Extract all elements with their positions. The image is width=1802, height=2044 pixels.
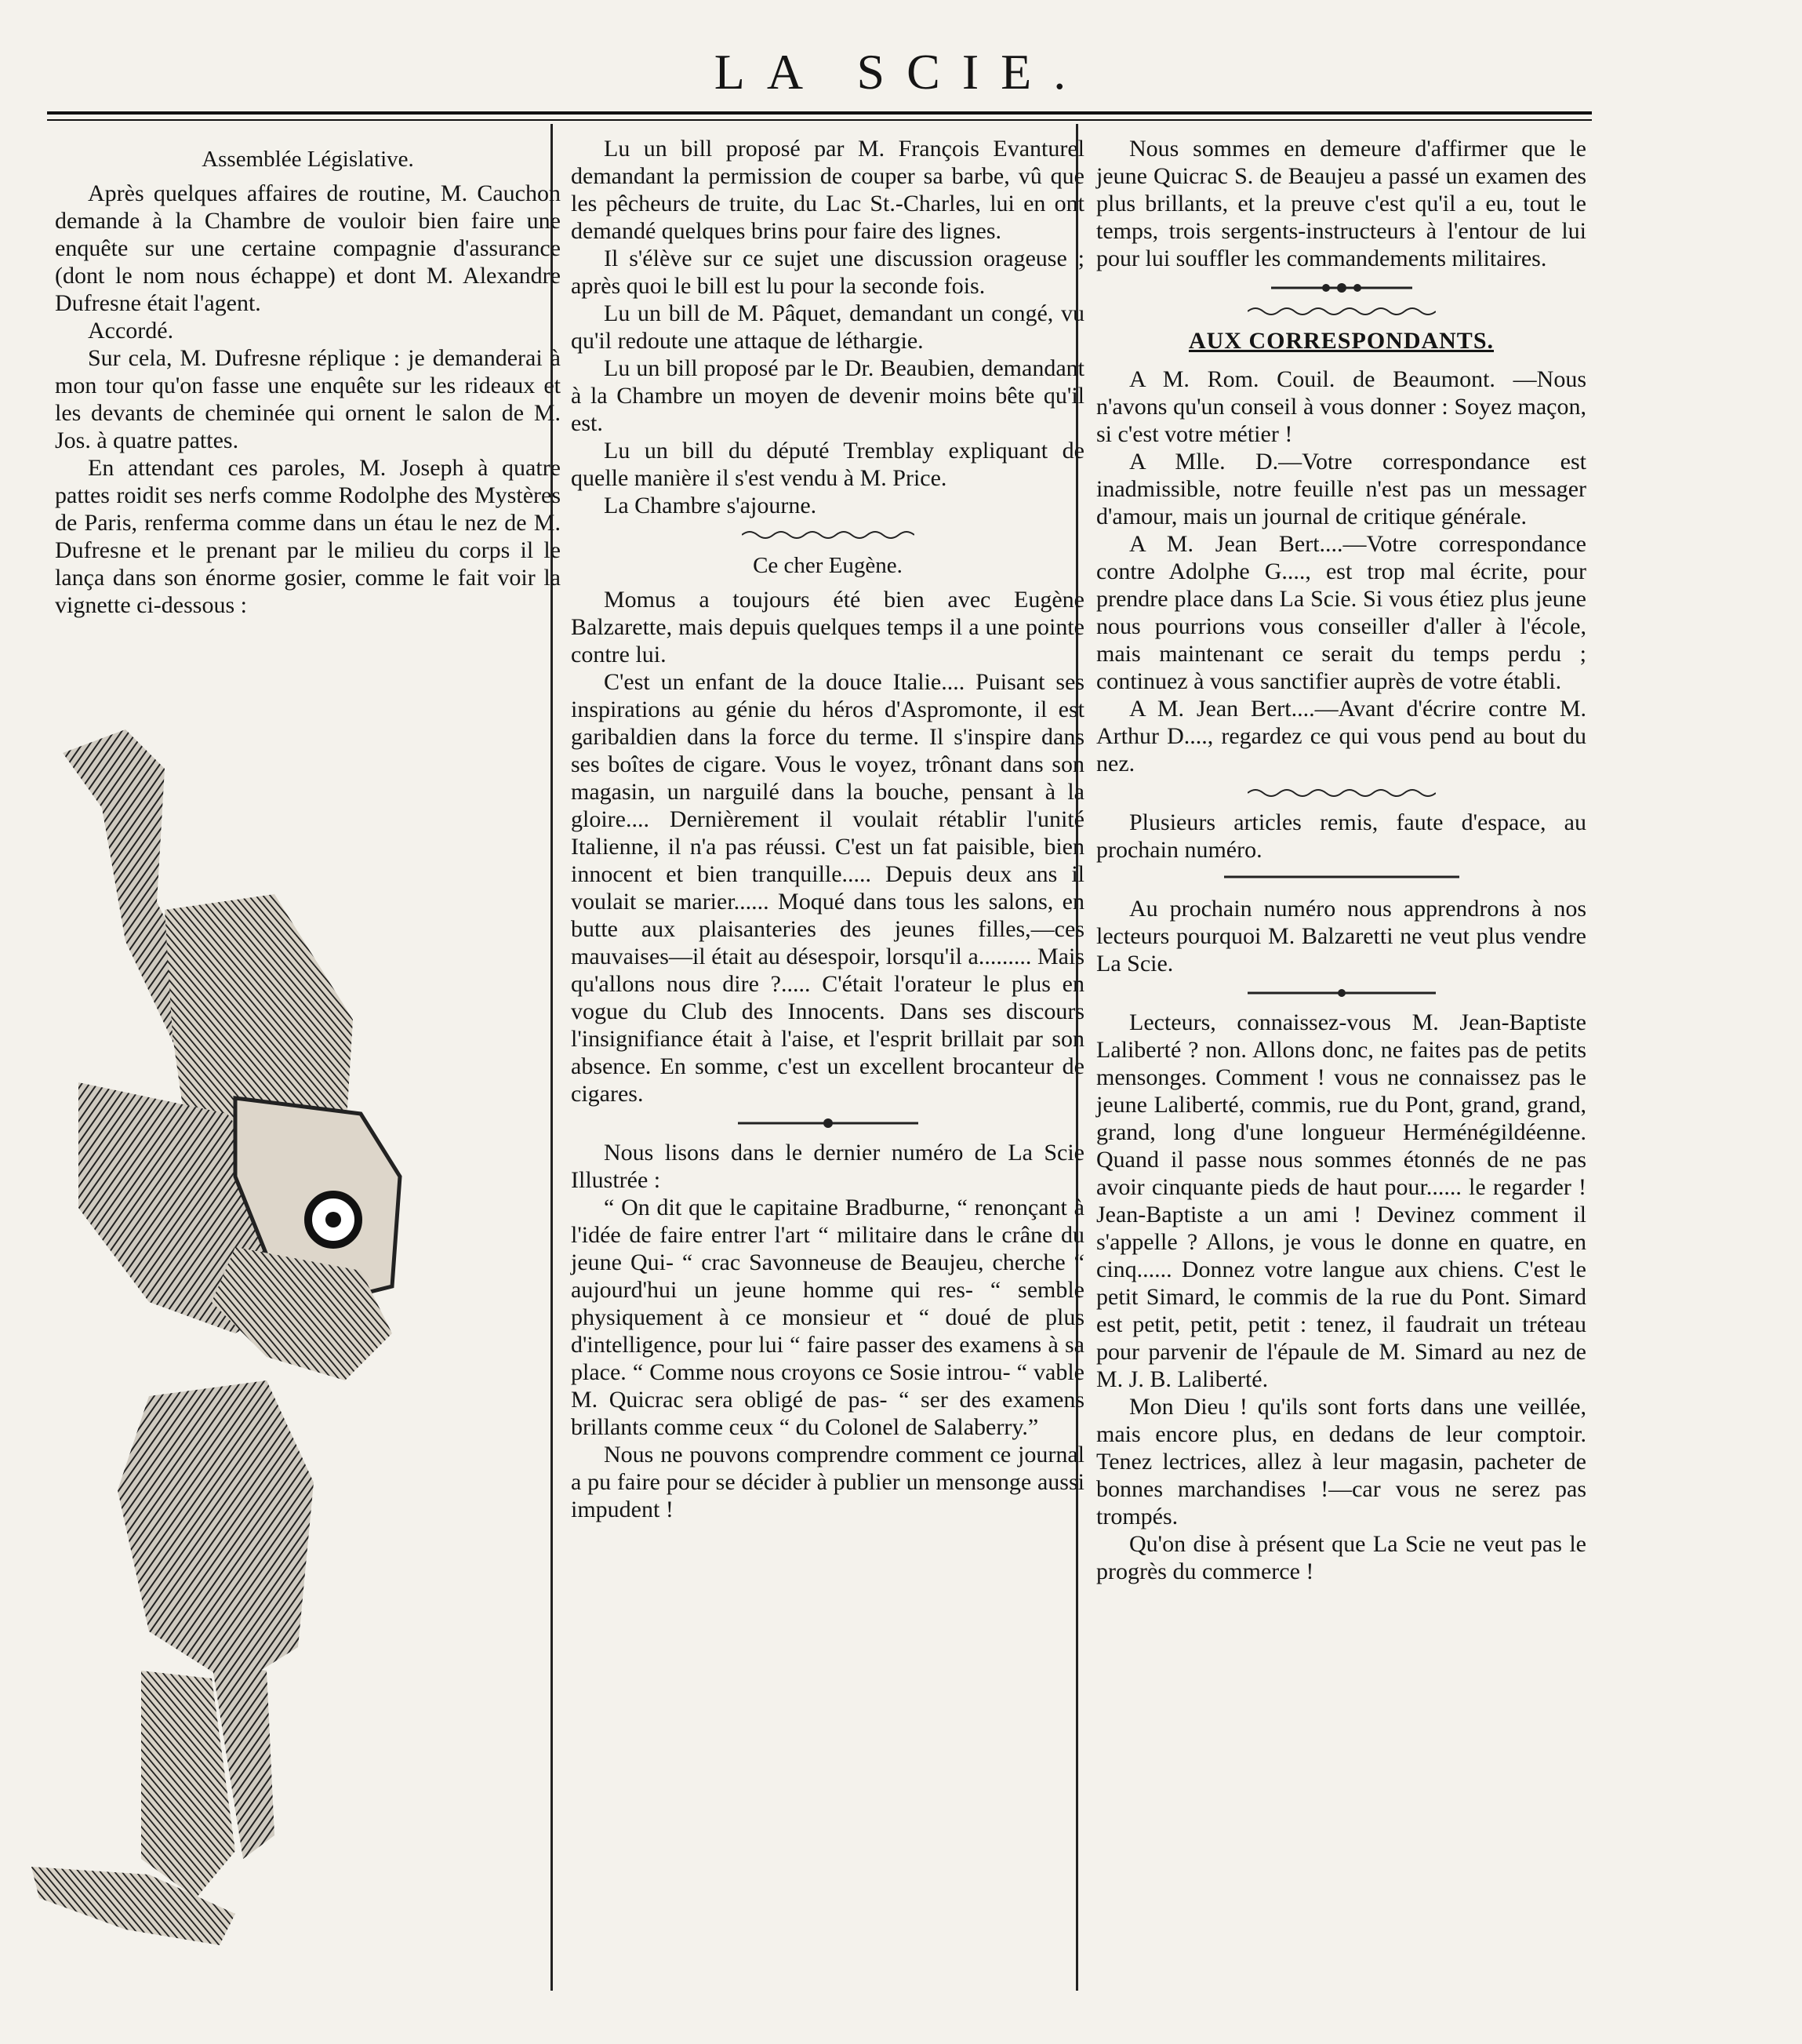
paragraph: C'est un enfant de la douce Italie.... Puisant ses inspirations au génie du héros d'Aspromonte, il est garibaldien dans la force du terme. Il s'inspire dans ses boîtes de cigare. Vous le voyez, trônant dans son magasin, un narguilé dans la bouche, pensant à la gloire.... Dernièrement il voulait rétablir l'unité Italienne, il n'a pas réussi. C'est un fat paisible, bien innocent et bien tranquille..... Depuis deux ans il voulait se marier...... Moqué dans tous les salons, en butte aux plaisanteries des jeunes filles,—ces mauvaises—il était au désespoir, lorsqu'il a......... Mais qu'allons nous dire ?..... C'était l'orateur le plus en vogue du Club des Innocents. Dans ses discours l'insignifiance était à l'aise, et l'esprit brillait par son absence. En somme, c'est un excellent brocanteur de cigares.	[571, 669, 1084, 1107]
paragraph: Lu un bill du député Tremblay expliquant de quelle manière il s'est vendu à M. Price.	[571, 438, 1084, 491]
ornament-divider	[1271, 280, 1412, 296]
paragraph: En attendant ces paroles, M. Joseph à quatre pattes roidit ses nerfs comme Rodolphe des Mystères de Paris, renferma comme dans un étau le nez de M. Dufresne et le prenant par le milieu du corps il le lança dans son énorme gosier, comme le fait voir la vignette ci-dessous :	[55, 455, 561, 618]
wavy-divider	[1248, 787, 1436, 799]
paragraph: La Chambre s'ajourne.	[604, 493, 817, 518]
ornament-divider	[738, 1115, 918, 1131]
column-1	[55, 135, 561, 619]
notice: Au prochain numéro nous apprendrons à nos lecteurs pourquoi M. Balzaretti ne veut plus vendre La Scie.	[1096, 896, 1586, 977]
paragraph: Qu'on dise à présent que La Scie ne veut pas le progrès du commerce !	[1096, 1531, 1586, 1584]
correspondent-note: A M. Jean Bert....—Avant d'écrire contre M. Arthur D...., regardez ce qui vous pend au bout du nez.	[1096, 696, 1586, 777]
paragraph: Sur cela, M. Dufresne réplique : je demanderai à mon tour qu'on fasse une enquête sur les rideaux et les devants de cheminée qui ornent le salon de M. Jos. à quatre pattes.	[55, 345, 561, 453]
paragraph: Lu un bill de M. Pâquet, demandant un congé, vu qu'il redoute une attaque de léthargie.	[571, 300, 1084, 354]
notice: Plusieurs articles remis, faute d'espace, au prochain numéro.	[1096, 809, 1586, 863]
article-heading-assemblee: Assemblée Législative.	[202, 147, 414, 172]
ornament-divider	[1248, 985, 1436, 1001]
correspondent-note: A M. Jean Bert....—Votre correspondance contre Adolphe G...., est trop mal écrite, pour prendre place dans La Scie. Si vous étiez plus jeune nous pourrions vous conseiller d'aller à l'école, mais maintenant ce serait du temps perdu ; continuez à vous sanctifier auprès de votre établi.	[1096, 531, 1586, 694]
paragraph: Accordé.	[88, 318, 174, 344]
paragraph: Nous lisons dans le dernier numéro de La Scie Illustrée :	[571, 1140, 1084, 1193]
paragraph: Momus a toujours été bien avec Eugène Balzarette, mais depuis quelques temps il a une pointe contre lui.	[571, 587, 1084, 667]
rule-divider	[1224, 871, 1459, 887]
paragraph: Nous ne pouvons comprendre comment ce journal a pu faire pour se décider à publier un mensonge aussi impudent !	[571, 1442, 1084, 1522]
paragraph: Lecteurs, connaissez-vous M. Jean-Baptiste Laliberté ? non. Allons donc, ne faites pas de petits mensonges. Comment ! vous ne connaissez pas le jeune Laliberté, commis, rue du Pont, grand, grand, grand, long d'une longueur Herménégildéenne. Quand il passe nous sommes étonnés de ne pas avoir cinquante pieds de haut pour...... le regarder ! Jean-Baptiste a un ami ! Devinez comment il s'appelle ? Allons, je vous le donne en quatre, en cinq...... Donnez votre langue aux chiens. C'est le petit Simard, le commis de la rue du Pont. Simard est petit, petit, petit : tenez, il faudrait un tréteau pour parvenir de l'épaule de M. Simard au nez de M. J. B. Laliberté.	[1096, 1009, 1586, 1392]
masthead-rule	[47, 111, 1592, 121]
paragraph: Il s'élève sur ce sujet une discussion orageuse ; après quoi le bill est lu pour la seconde fois.	[571, 245, 1084, 299]
paragraph: Lu un bill proposé par M. François Evanturel demandant la permission de couper sa barbe, vû que les pêcheurs de truite, du Lac St.-Charles, lui en ont demandé quelques brins pour faire des lignes.	[571, 136, 1084, 244]
paragraph: Après quelques affaires de routine, M. Cauchon demande à la Chambre de vouloir bien faire une enquête sur une certaine compagnie d'assurance (dont le nom nous échappe) et dont M. Alexandre Dufresne était l'agent.	[55, 180, 561, 316]
paragraph: Lu un bill proposé par le Dr. Beaubien, demandant à la Chambre un moyen de devenir moins bête qu'il est.	[571, 355, 1084, 436]
paragraph: Mon Dieu ! qu'ils sont forts dans une veillée, mais encore plus, en dedans de leur comptoir. Tenez lectrices, allez à leur magasin, pacheter de bonnes marchandises !—car vous ne serez pas trompés.	[1096, 1394, 1586, 1529]
correspondent-note: A Mlle. D.—Votre correspondance est inadmissible, notre feuille n'est pas un messager d'amour, mais un journal de critique générale.	[1096, 449, 1586, 529]
correspondent-note: A M. Rom. Couil. de Beaumont. —Nous n'avons qu'un conseil à vous donner : Soyez maçon, si c'est votre métier !	[1096, 366, 1586, 447]
paragraph: Nous sommes en demeure d'affirmer que le jeune Quicrac S. de Beaujeu a passé un examen des plus brillants, et la preuve c'est qu'il a eu, tout le temps, trois sergents-instructeurs à l'entour de lui pour lui souffler les commandements militaires.	[1096, 136, 1586, 271]
wavy-divider	[1248, 305, 1436, 318]
masthead-title: LA SCIE.	[714, 44, 1088, 100]
column-3	[1096, 135, 1586, 1585]
column-2	[571, 135, 1084, 1523]
section-heading-correspondants: AUX CORRESPONDANTS.	[1188, 328, 1495, 354]
article-heading-eugene: Ce cher Eugène.	[753, 553, 903, 578]
quoted-paragraph: “ On dit que le capitaine Bradburne, “ renonçant à l'idée de faire entrer l'art “ militaire dans le crâne du jeune Qui- “ crac Savonneuse de Beaujeu, cherche “ aujourd'hui un jeune homme qui res- “ semble physiquement à ce monsieur et “ doué de plus d'intelligence, pour lui “ faire passer des examens à sa place. “ Comme nous croyons ce Sosie introu- “ vable M. Quicrac sera obligé de pas- “ ser des examens brillants comme ceux “ du Colonel de Salaberry.”	[571, 1195, 1084, 1440]
wavy-divider	[742, 529, 914, 541]
caricature-illustration	[31, 706, 533, 1969]
